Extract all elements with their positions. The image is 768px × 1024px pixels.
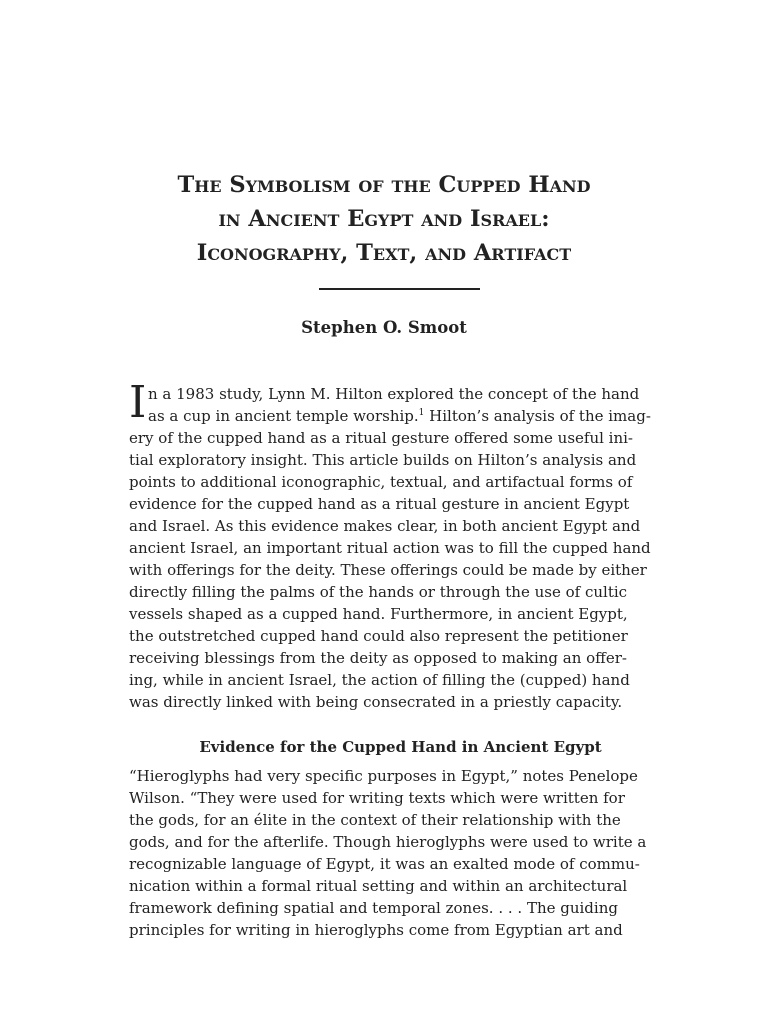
text-line: the gods, for an élite in the context of their relationship with the bbox=[129, 811, 621, 829]
title-line: The Symbolism of the Cupped Hand bbox=[177, 172, 591, 198]
text-line: ery of the cupped hand as a ritual gesture offered some useful ini- bbox=[129, 429, 634, 447]
title-divider-rule bbox=[319, 288, 480, 290]
text-line: framework defining spatial and temporal zones. . . . The guiding bbox=[129, 899, 618, 917]
text-line: n a 1983 study, Lynn M. Hilton explored the concept of the hand bbox=[148, 385, 640, 403]
text-line: was directly linked with being consecrated in a priestly capacity. bbox=[129, 693, 623, 711]
text-line: recognizable language of Egypt, it was an exalted mode of commu- bbox=[129, 855, 640, 873]
text-line: vessels shaped as a cupped hand. Furthermore, in ancient Egypt, bbox=[129, 605, 628, 623]
text-line: principles for writing in hieroglyphs come from Egyptian art and bbox=[129, 921, 623, 939]
text-line: nication within a formal ritual setting and within an architectural bbox=[129, 877, 628, 895]
text-line: with offerings for the deity. These offerings could be made by either bbox=[129, 561, 647, 579]
text-line: “Hieroglyphs had very specific purposes in Egypt,” notes Penelope bbox=[129, 767, 638, 785]
text-line: ancient Israel, an important ritual action was to fill the cupped hand bbox=[129, 539, 651, 557]
text-line: evidence for the cupped hand as a ritual gesture in ancient Egypt bbox=[129, 495, 630, 513]
text-line: points to additional iconographic, textual, and artifactual forms of bbox=[129, 473, 633, 491]
intro-paragraph bbox=[129, 377, 672, 713]
text-span: Hilton’s analysis of the imag- bbox=[424, 407, 651, 425]
text-line: directly filling the palms of the hands or through the use of cultic bbox=[129, 583, 628, 601]
title-line: in Ancient Egypt and Israel: bbox=[218, 206, 550, 232]
text-line: the outstretched cupped hand could also represent the petitioner bbox=[129, 627, 628, 645]
section-heading: Evidence for the Cupped Hand in Ancient Egypt bbox=[199, 738, 602, 756]
text-line: Wilson. “They were used for writing texts which were written for bbox=[129, 789, 625, 807]
text-line: gods, and for the afterlife. Though hieroglyphs were used to write a bbox=[129, 833, 647, 851]
text-line: receiving blessings from the deity as opposed to making an offer- bbox=[129, 649, 627, 667]
article-title bbox=[0, 168, 768, 270]
text-line: and Israel. As this evidence makes clear, in both ancient Egypt and bbox=[129, 517, 641, 535]
drop-cap: I bbox=[129, 377, 147, 428]
author-name: Stephen O. Smoot bbox=[301, 318, 467, 337]
title-line: Iconography, Text, and Artifact bbox=[196, 240, 572, 266]
text-span: as a cup in ancient temple worship. bbox=[148, 407, 419, 425]
section-paragraph bbox=[129, 765, 672, 941]
footnote-marker[interactable]: 1 bbox=[418, 408, 425, 418]
text-line bbox=[129, 405, 672, 427]
text-line: tial exploratory insight. This article builds on Hilton’s analysis and bbox=[129, 451, 637, 469]
text-line: ing, while in ancient Israel, the action of filling the (cupped) hand bbox=[129, 671, 630, 689]
